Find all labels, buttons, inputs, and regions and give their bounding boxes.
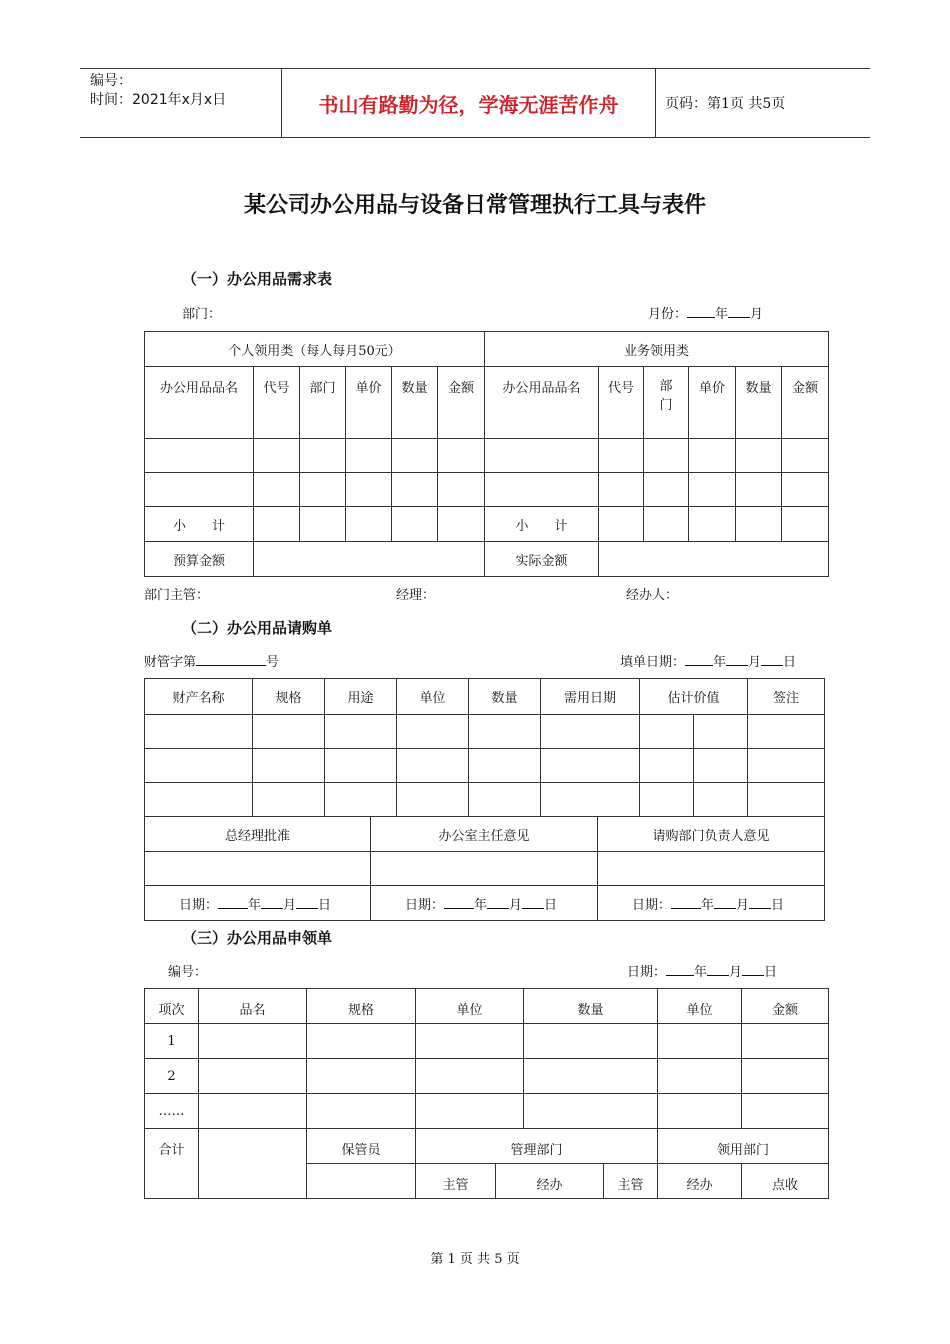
table-row <box>145 783 825 817</box>
table-row <box>145 1024 829 1059</box>
col-price: 单价 <box>689 367 736 439</box>
table-row <box>145 439 829 473</box>
col-price: 单价 <box>346 367 392 439</box>
group-personal: 个人领用类（每人每月50元） <box>145 332 485 367</box>
budget-value[interactable] <box>254 542 485 577</box>
col-item-name: 办公用品品名 <box>485 367 599 439</box>
header-time-label: 时间：2021年x月x日 <box>90 92 227 108</box>
col-note: 签注 <box>748 679 825 715</box>
approve-gm-label: 总经理批准 <box>145 817 371 852</box>
header-info <box>80 69 280 137</box>
mgmt-handler: 经办 <box>496 1164 604 1199</box>
s1-month-field: 月份： 年 月 <box>648 307 764 322</box>
col-asset-name: 财产名称 <box>145 679 253 715</box>
col-index: 项次 <box>145 989 199 1024</box>
total-value[interactable] <box>199 1129 307 1199</box>
recv-supervisor: 主管 <box>604 1164 658 1199</box>
section-2-heading: （二）办公用品请购单 <box>182 619 333 637</box>
s3-number-label: 编号： <box>168 965 208 980</box>
section-3-heading: （三）办公用品申领单 <box>182 929 333 947</box>
sign-manager: 经理： <box>396 588 436 603</box>
col-spec: 规格 <box>253 679 325 715</box>
table-row <box>145 473 829 507</box>
total-label: 合计 <box>145 1129 199 1199</box>
col-spec: 规格 <box>307 989 416 1024</box>
approve-dept-date[interactable]: 日期： 年 月 日 <box>598 886 825 921</box>
col-unit: 单位 <box>397 679 469 715</box>
col-need-date: 需用日期 <box>541 679 640 715</box>
col-qty: 数量 <box>524 989 658 1024</box>
page-footer: 第 1 页 共 5 页 <box>430 1252 520 1267</box>
recv-dept-label: 领用部门 <box>658 1129 829 1164</box>
amount-row <box>145 542 829 577</box>
col-qty: 数量 <box>736 367 782 439</box>
table-row <box>145 715 825 749</box>
group-business: 业务领用类 <box>485 332 829 367</box>
approve-gm-field[interactable] <box>145 852 371 886</box>
col-code: 代号 <box>254 367 300 439</box>
col-item-name: 办公用品品名 <box>145 367 254 439</box>
header-number-label: 编号： <box>90 73 132 89</box>
s1-dept-label: 部门： <box>182 307 222 322</box>
actual-value[interactable] <box>599 542 829 577</box>
demand-table <box>144 331 829 577</box>
col-qty: 数量 <box>469 679 541 715</box>
row-index: 2 <box>145 1059 199 1094</box>
subtotal-label: 小 计 <box>145 507 254 542</box>
subtotal-row <box>145 507 829 542</box>
approve-office-label: 办公室主任意见 <box>371 817 598 852</box>
recv-checker: 点收 <box>742 1164 829 1199</box>
header-motto: 书山有路勤为径，学海无涯苦作舟 <box>281 69 656 137</box>
approve-office-field[interactable] <box>371 852 598 886</box>
col-unit-2: 单位 <box>658 989 742 1024</box>
approve-office-date[interactable]: 日期： 年 月 日 <box>371 886 598 921</box>
approval-table <box>144 816 825 921</box>
col-est-value: 估计价值 <box>640 679 748 715</box>
col-unit: 单位 <box>416 989 524 1024</box>
row-index: …… <box>145 1094 199 1129</box>
col-amount: 金额 <box>438 367 485 439</box>
col-purpose: 用途 <box>325 679 397 715</box>
requisition-table <box>144 988 829 1199</box>
row-index: 1 <box>145 1024 199 1059</box>
page-header <box>80 68 870 138</box>
approve-dept-field[interactable] <box>598 852 825 886</box>
purchase-table <box>144 678 825 817</box>
subtotal-label: 小 计 <box>485 507 599 542</box>
actual-label: 实际金额 <box>485 542 599 577</box>
s3-date: 日期： 年 月 日 <box>627 965 778 980</box>
col-qty: 数量 <box>392 367 438 439</box>
section-1-heading: （一）办公用品需求表 <box>182 270 333 288</box>
keeper-field[interactable] <box>307 1164 416 1199</box>
approve-dept-label: 请购部门负责人意见 <box>598 817 825 852</box>
recv-handler: 经办 <box>658 1164 742 1199</box>
table-row <box>145 1059 829 1094</box>
col-dept: 部门 <box>300 367 346 439</box>
budget-label: 预算金额 <box>145 542 254 577</box>
sign-handler: 经办人： <box>626 588 679 603</box>
sign-dept-head: 部门主管： <box>144 588 210 603</box>
col-amount: 金额 <box>742 989 829 1024</box>
header-page-info: 页码：第1页 共5页 <box>665 96 786 112</box>
col-amount: 金额 <box>782 367 829 439</box>
mgmt-supervisor: 主管 <box>416 1164 496 1199</box>
table-row <box>145 1094 829 1129</box>
mgmt-dept-label: 管理部门 <box>416 1129 658 1164</box>
table-row <box>145 749 825 783</box>
s2-fill-date: 填单日期： 年 月 日 <box>620 655 797 670</box>
s2-fin-number: 财管字第 号 <box>144 655 280 670</box>
document-title: 某公司办公用品与设备日常管理执行工具与表件 <box>243 193 706 218</box>
keeper-label: 保管员 <box>307 1129 416 1164</box>
col-dept-vertical: 部 门 <box>644 367 689 439</box>
col-code: 代号 <box>599 367 644 439</box>
col-item: 品名 <box>199 989 307 1024</box>
approve-gm-date[interactable]: 日期： 年 月 日 <box>145 886 371 921</box>
